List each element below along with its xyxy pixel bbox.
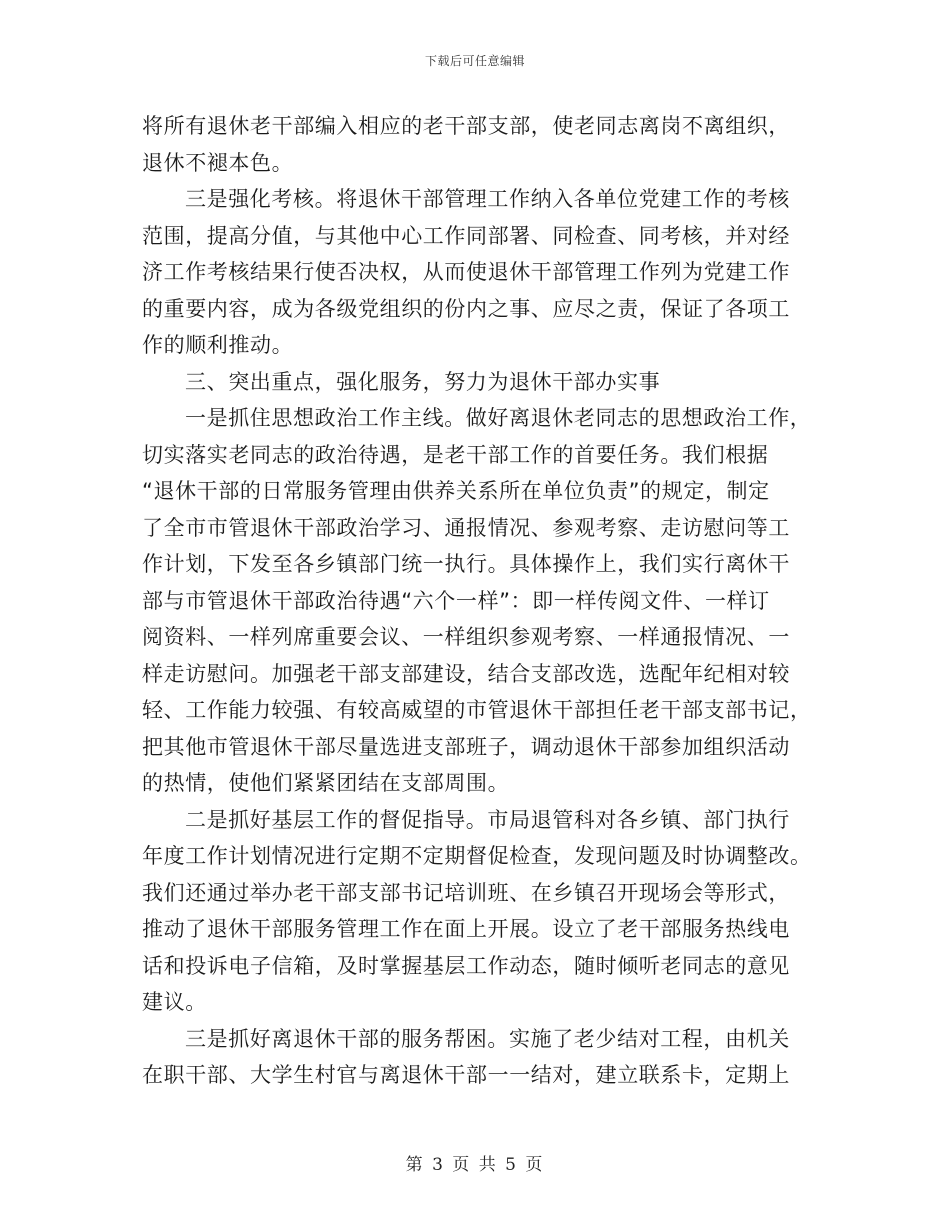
text-line: 阅资料、一样列席重要会议、一样组织参观考察、一样通报情况、一	[142, 625, 790, 649]
text-line: 年度工作计划情况进行定期不定期督促检查，发现问题及时协调整改。	[142, 844, 812, 868]
text-line: 把其他市管退休干部尽量选进支部班子，调动退休干部参加组织活动	[142, 734, 790, 759]
text-line: 将所有退休老干部编入相应的老干部支部，使老同志离岗不离组织，	[142, 114, 790, 138]
text-line: 推动了退休干部服务管理工作在面上开展。设立了老干部服务热线电	[142, 917, 790, 941]
text-line: 轻、工作能力较强、有较高威望的市管退休干部担任老干部支部书记，	[142, 698, 812, 722]
text-line: 二是抓好基层工作的督促指导。市局退管科对各乡镇、部门执行	[185, 807, 790, 832]
text-line: 一是抓住思想政治工作主线。做好离退休老同志的思想政治工作，	[185, 406, 812, 430]
text-line: 三、突出重点，强化服务，努力为退休干部办实事	[185, 369, 661, 394]
text-line: 切实落实老同志的政治待遇，是老干部工作的首要任务。我们根据	[142, 442, 769, 467]
text-line: 在职干部、大学生村官与离退休干部一一结对，建立联系卡，定期上	[142, 1063, 790, 1087]
text-line: 三是强化考核。将退休干部管理工作纳入各单位党建工作的考核	[185, 187, 790, 211]
page-footer: 第 3 页 共 5 页	[405, 1155, 545, 1175]
text-line: 建议。	[142, 990, 207, 1014]
text-line: 部与市管退休干部政治待遇“六个一样”：即一样传阅文件、一样订	[142, 588, 770, 613]
page-header: 下载后可任意编辑	[424, 54, 525, 68]
text-line: 退休不褪本色。	[142, 150, 294, 175]
text-line: 济工作考核结果行使否决权，从而使退休干部管理工作列为党建工作	[142, 260, 790, 284]
text-line: 作的顺利推动。	[142, 333, 294, 357]
text-line: 的热情，使他们紧紧团结在支部周围。	[142, 771, 510, 795]
text-line: 的重要内容，成为各级党组织的份内之事、应尽之责，保证了各项工	[142, 296, 790, 321]
document-body	[142, 108, 812, 1094]
text-line: 了全市市管退休干部政治学习、通报情况、参观考察、走访慰问等工	[142, 515, 790, 540]
text-line: 样走访慰问。加强老干部支部建设，结合支部改选，选配年纪相对较	[142, 661, 790, 686]
text-line: 范围，提高分值，与其他中心工作同部署、同检查、同考核，并对经	[142, 223, 790, 248]
text-line: “退休干部的日常服务管理由供养关系所在单位负责”的规定，制定	[142, 479, 770, 503]
text-line: 我们还通过举办老干部支部书记培训班、在乡镇召开现场会等形式，	[142, 880, 790, 905]
text-line: 话和投诉电子信箱，及时掌握基层工作动态，随时倾听老同志的意见	[142, 953, 790, 978]
text-line: 作计划，下发至各乡镇部门统一执行。具体操作上，我们实行离休干	[142, 552, 790, 576]
text-line: 三是抓好离退休干部的服务帮困。实施了老少结对工程，由机关	[185, 1026, 790, 1051]
